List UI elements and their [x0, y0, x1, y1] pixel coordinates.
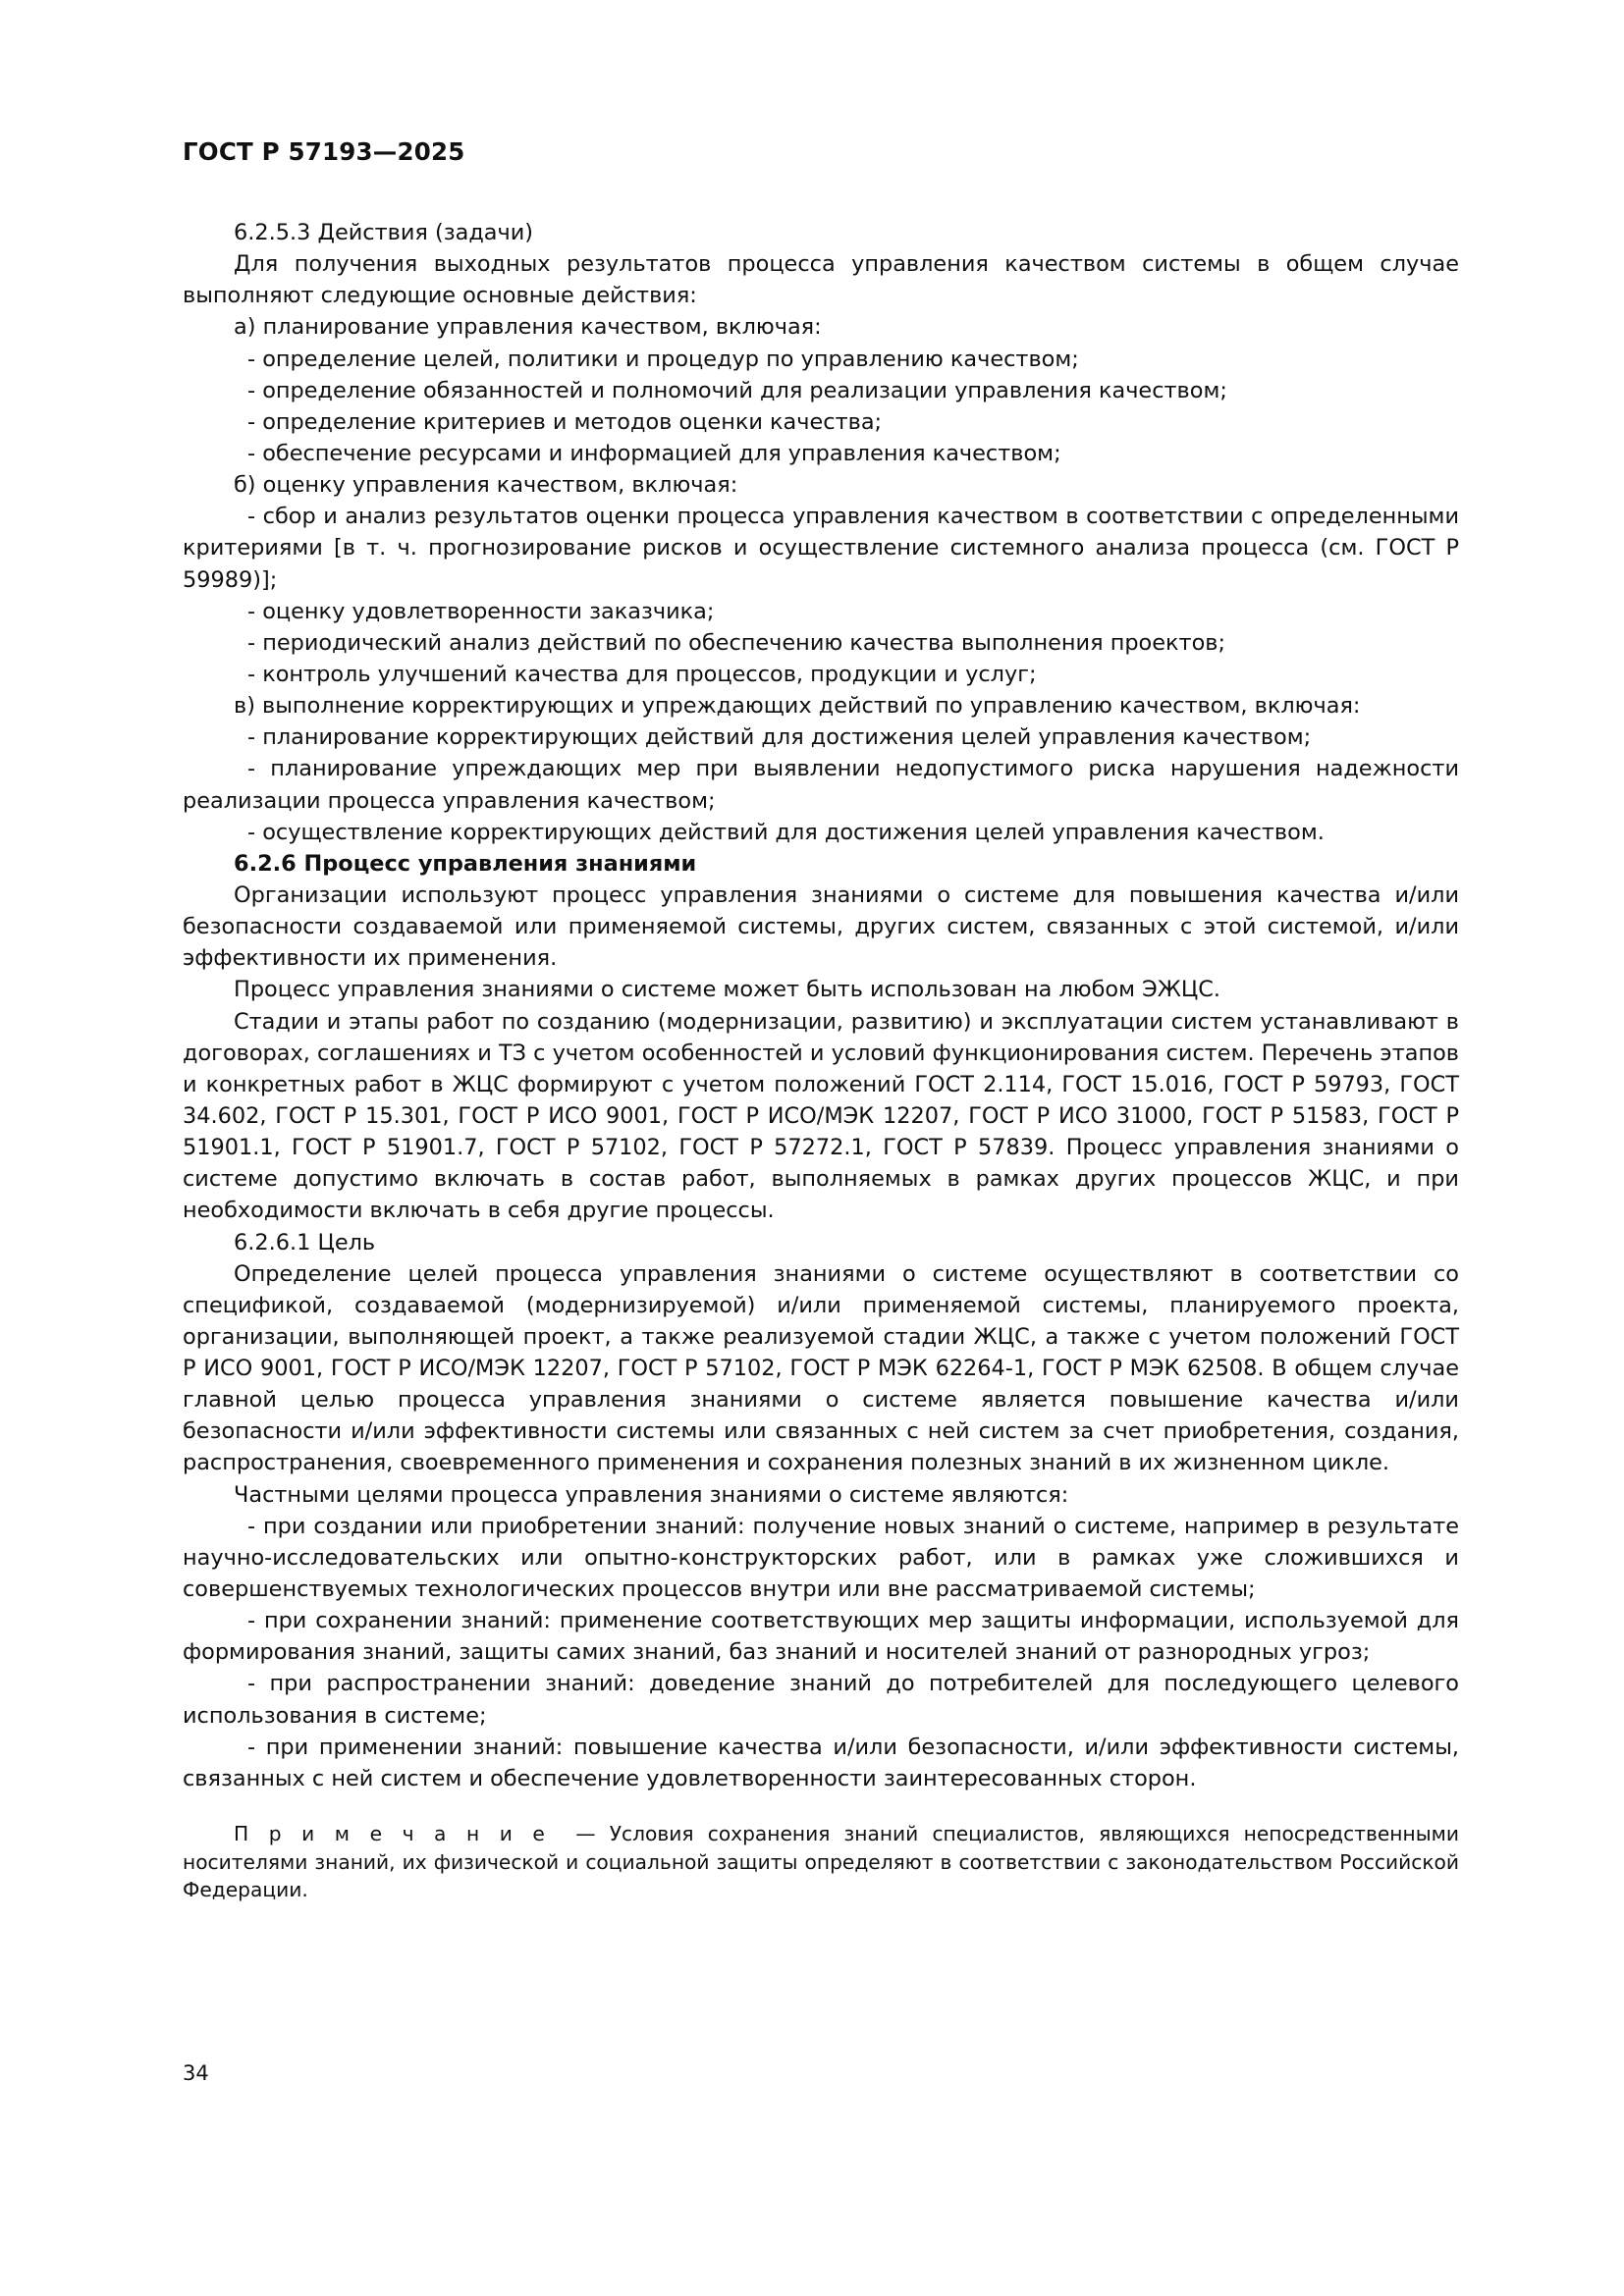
- list-item-a-1: - определение целей, политики и процедур по управлению качеством;: [247, 346, 1079, 372]
- section-6-2-6-1-dash-1: - при создании или приобретении знаний: получение новых знаний о системе, например в результате научно-исследовательских или опытно-конструкторских работ, или в рамках уже сложившихся и совершенствуемых технологических процессов внутри или вне рассматриваемой системы;: [183, 1513, 1459, 1603]
- section-6-2-5-3-title: 6.2.5.3 Действия (задачи): [234, 220, 534, 245]
- list-item-v-3: - осуществление корректирующих действий для достижения целей управления качеством.: [247, 819, 1325, 845]
- list-item-a-4: - обеспечение ресурсами и информацией для управления качеством;: [247, 440, 1061, 466]
- list-item-b-1: - сбор и анализ результатов оценки процесса управления качеством в соответствии с определенными критериями [в т. ч. прогнозирование рисков и осуществление системного анализа процесса (см. ГОСТ Р 59989)];: [183, 504, 1459, 593]
- section-6-2-6-1-title: 6.2.6.1 Цель: [234, 1229, 376, 1255]
- list-item-v: в) выполнение корректирующих и упреждающих действий по управлению качеством, включая:: [234, 693, 1361, 720]
- list-item-a-3: - определение критериев и методов оценки качества;: [247, 408, 883, 435]
- section-6-2-6-paragraph-3: Стадии и этапы работ по созданию (модернизации, развитию) и эксплуатации систем устанавливают в договорах, соглашениях и ТЗ с учетом особенностей и условий функционирования систем. Перечень этапов и конкретных работ в ЖЦС формируют с учетом положений ГОСТ 2.114, ГОСТ 15.016, ГОСТ Р 59793, ГОСТ 34.602, ГОСТ Р 15.301, ГОСТ Р ИСО 9001, ГОСТ Р ИСО/МЭК 12207, ГОСТ Р ИСО 31000, ГОСТ Р 51583, ГОСТ Р 51901.1, ГОСТ Р 51901.7, ГОСТ Р 57102, ГОСТ Р 57272.1, ГОСТ Р 57839. Процесс управления знаниями о системе допустимо включать в состав работ, выполняемых в рамках других процессов ЖЦС, и при необходимости включать в себя другие процессы.: [183, 1008, 1459, 1224]
- body-text: [183, 217, 1459, 1904]
- page-content: [183, 137, 1459, 1904]
- section-6-2-6-1-paragraph-2: Частными целями процесса управления знаниями о системе являются:: [234, 1481, 1069, 1508]
- section-6-2-6-paragraph-2: Процесс управления знаниями о системе может быть использован на любом ЭЖЦС.: [234, 977, 1221, 1003]
- page-number: 34: [183, 2061, 209, 2085]
- note-block: [183, 1820, 1459, 1904]
- section-6-2-6-1-paragraph-1: Определение целей процесса управления знаниями о системе осуществляют в соответствии со спецификой, создаваемой (модернизируемой) и/или применяемой системы, планируемого проекта, организации, выполняющей проект, а также реализуемой стадии ЖЦС, а также с учетом положений ГОСТ Р ИСО 9001, ГОСТ Р ИСО/МЭК 12207, ГОСТ Р 57102, ГОСТ Р МЭК 62264-1, ГОСТ Р МЭК 62508. В общем случае главной целью процесса управления знаниями о системе является повышение качества и/или безопасности и/или эффективности системы или связанных с ней систем за счет приобретения, создания, распространения, своевременного применения и сохранения полезных знаний в их жизненном цикле.: [183, 1260, 1459, 1476]
- section-6-2-5-3-intro: Для получения выходных результатов процесса управления качеством системы в общем случае выполняют следующие основные действия:: [183, 251, 1459, 309]
- list-item-a-2: - определение обязанностей и полномочий для реализации управления качеством;: [247, 377, 1227, 403]
- list-item-b-3: - периодический анализ действий по обеспечению качества выполнения проектов;: [247, 629, 1226, 656]
- list-item-b: б) оценку управления качеством, включая:: [234, 472, 738, 499]
- list-item-b-4: - контроль улучшений качества для процессов, продукции и услуг;: [247, 661, 1037, 687]
- section-6-2-6-1-dash-3: - при распространении знаний: доведение знаний до потребителей для последующего целевого использования в системе;: [183, 1671, 1459, 1729]
- list-item-a: а) планирование управления качеством, включая:: [234, 314, 822, 341]
- list-item-v-1: - планирование корректирующих действий для достижения целей управления качеством;: [247, 724, 1312, 751]
- section-6-2-6-1-dash-2: - при сохранении знаний: применение соответствующих мер защиты информации, используемой для формирования знаний, защиты самих знаний, баз знаний и носителей знаний от разнородных угроз;: [183, 1608, 1459, 1666]
- document-header: ГОСТ Р 57193—2025: [183, 137, 465, 166]
- list-item-b-2: - оценку удовлетворенности заказчика;: [247, 598, 715, 624]
- section-6-2-6-1-dash-4: - при применении знаний: повышение качества и/или безопасности, и/или эффективности системы, связанных с ней систем и обеспечение удовлетворенности заинтересованных сторон.: [183, 1734, 1459, 1791]
- note-text: — Условия сохранения знаний специалистов, являющихся непосредственными носителями знаний, их физической и социальной защиты определяют в соответствии с законодательством Российской Федерации.: [183, 1822, 1459, 1902]
- section-6-2-6-title: 6.2.6 Процесс управления знаниями: [234, 850, 697, 877]
- note-label: П р и м е ч а н и е: [234, 1822, 549, 1846]
- list-item-v-2: - планирование упреждающих мер при выявлении недопустимого риска нарушения надежности реализации процесса управления качеством;: [183, 756, 1459, 814]
- section-6-2-6-paragraph-1: Организации используют процесс управления знаниями о системе для повышения качества и/или безопасности создаваемой или применяемой системы, других систем, связанных с этой системой, и/или эффективности их применения.: [183, 881, 1459, 972]
